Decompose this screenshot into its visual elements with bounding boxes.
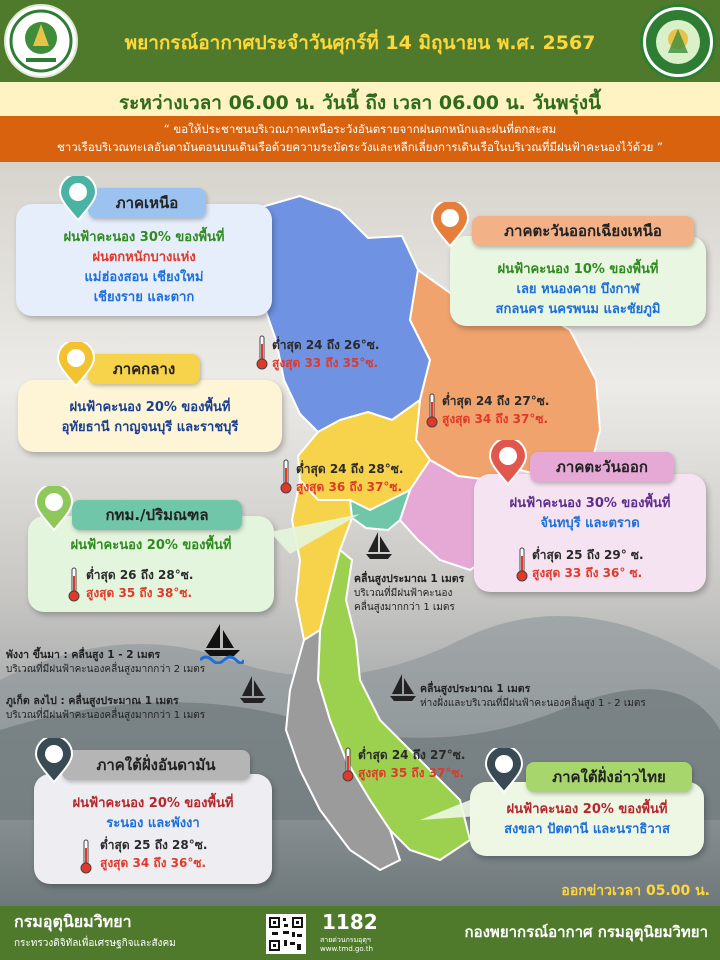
hotline-label: สายด่วนกรมอุตุฯ [320, 936, 371, 944]
northeast-temperature [442, 392, 549, 428]
north-temp-high: สูงสุด 33 ถึง 35°ซ. [272, 356, 379, 370]
bangkok-temp-high: สูงสุด 35 ถึง 38°ซ. [86, 586, 193, 600]
hotline-label-block [320, 936, 380, 954]
northeast-region-tag: ภาคตะวันออกเฉียงเหนือ [472, 216, 694, 246]
bureau-name: กองพยากรณ์อากาศ กรมอุตุนิยมวิทยา [464, 923, 708, 941]
east-temp-low: ต่ำสุด 25 ถึง 29° ซ. [532, 548, 644, 562]
page-title: พยากรณ์อากาศประจำวันศุกร์ที่ 14 มิถุนายน พ.ศ. 2567 [124, 32, 596, 54]
thermometer-icon [516, 546, 528, 582]
central-temp-high: สูงสุด 36 ถึง 37°ซ. [296, 480, 403, 494]
central-forecast-box [18, 380, 282, 452]
map-pin-icon [34, 486, 74, 532]
andaman-lower-wave-title: ภูเก็ต ลงไป : คลื่นสูงประมาณ 1 เมตร [6, 695, 179, 707]
south-temp-low: ต่ำสุด 24 ถึง 27°ซ. [358, 748, 466, 762]
south-temp-high: สูงสุด 35 ถึง 37°ซ. [358, 766, 465, 780]
sailboat-icon [364, 530, 394, 560]
bangkok-temp-low: ต่ำสุด 26 ถึง 28°ซ. [86, 568, 194, 582]
sailboat-icon [388, 672, 418, 702]
north-line-2: ฝนตกหนักบางแห่ง [92, 250, 196, 265]
south-andaman-line-1: ฝนฟ้าคะนอง 20% ของพื้นที่ [72, 796, 234, 811]
andaman-lower-wave-note [6, 694, 205, 723]
footer-bar [0, 906, 720, 960]
south-andaman-temp-high: สูงสุด 34 ถึง 36°ซ. [100, 856, 207, 870]
forecast-period: ระหว่างเวลา 06.00 น. วันนี้ ถึง เวลา 06.00 น. วันพรุ่งนี้ [118, 92, 602, 114]
northeast-temp-high: สูงสุด 34 ถึง 37°ซ. [442, 412, 549, 426]
northeast-temp-low: ต่ำสุด 24 ถึง 27°ซ. [442, 394, 550, 408]
central-line-2: อุทัยธานี กาญจนบุรี และราชบุรี [61, 420, 239, 435]
map-pin-icon [484, 748, 524, 794]
sailboat-icon [238, 674, 268, 704]
north-forecast-box [16, 204, 272, 316]
gulf-upper-wave-line-2: คลื่นสูงมากกว่า 1 เมตร [354, 602, 455, 613]
central-temp-low: ต่ำสุด 24 ถึง 28°ซ. [296, 462, 404, 476]
bangkok-line-1: ฝนฟ้าคะนอง 20% ของพื้นที่ [70, 538, 232, 553]
andaman-upper-wave-title: พังงา ขึ้นมา : คลื่นสูง 1 - 2 เมตร [6, 649, 161, 661]
gulf-lower-wave-title: คลื่นสูงประมาณ 1 เมตร [420, 683, 531, 695]
thermometer-icon [80, 838, 92, 874]
thermometer-icon [280, 458, 292, 494]
department-logo [640, 4, 716, 80]
hotline-number[interactable]: 1182 [322, 910, 378, 934]
thermometer-icon [256, 334, 268, 370]
south-andaman-temperature [100, 836, 207, 872]
thermometer-icon [68, 566, 80, 602]
south-gulf-line-1: ฝนฟ้าคะนอง 20% ของพื้นที่ [506, 802, 668, 817]
north-line-1: ฝนฟ้าคะนอง 30% ของพื้นที่ [63, 230, 225, 245]
forecast-period-bar [0, 82, 720, 116]
central-temperature [296, 460, 403, 496]
sailboat-icon [200, 620, 244, 664]
bangkok-temperature [86, 566, 193, 602]
andaman-lower-wave-line-1: บริเวณที่มีฝนฟ้าคะนองคลื่นสูงมากกว่า 1 เมตร [6, 710, 206, 721]
south-gulf-callout-pointer [420, 790, 480, 830]
northeast-line-2: เลย หนองคาย บึงกาฬ [516, 282, 640, 297]
south-andaman-line-2: ระนอง และพังงา [106, 816, 200, 831]
issued-time: ออกข่าวเวลา 05.00 น. [561, 883, 710, 899]
north-temperature [272, 336, 379, 372]
northeast-forecast-box [450, 236, 706, 326]
east-line-1: ฝนฟ้าคะนอง 30% ของพื้นที่ [509, 496, 671, 511]
gulf-lower-wave-note [420, 682, 646, 711]
north-line-3: แม่ฮ่องสอน เชียงใหม่ [84, 270, 204, 285]
website-link[interactable]: www.tmd.go.th [320, 945, 373, 953]
warning-banner [0, 116, 720, 162]
gulf-upper-wave-title: คลื่นสูงประมาณ 1 เมตร [354, 573, 465, 585]
south-gulf-region-tag: ภาคใต้ฝั่งอ่าวไทย [526, 762, 692, 792]
map-pin-icon [488, 440, 528, 486]
warning-line-2: ชาวเรือบริเวณทะเลอันดามันตอนบนเดินเรือด้วยความระมัดระวังและหลีกเลี่ยงการเดินเรือในบริเวณที่มีฝนฟ้าคะนองไว้ด้วย ” [56, 140, 664, 154]
department-name: กรมอุตุนิยมวิทยา [14, 912, 132, 931]
thermometer-icon [426, 392, 438, 428]
qr-code-icon[interactable] [266, 914, 306, 954]
andaman-upper-wave-line-1: บริเวณที่มีฝนฟ้าคะนองคลื่นสูงมากกว่า 2 เมตร [6, 664, 206, 675]
northeast-line-3: สกลนคร นครพนม และชัยภูมิ [495, 302, 661, 317]
central-region-tag: ภาคกลาง [88, 354, 200, 384]
gulf-lower-wave-line-1: ห่างฝั่งและบริเวณที่มีฝนฟ้าคะนองคลื่นสูง 1 - 2 เมตร [420, 698, 646, 709]
south-andaman-region-tag: ภาคใต้ฝั่งอันดามัน [62, 750, 250, 780]
north-region-tag: ภาคเหนือ [88, 188, 206, 218]
map-pin-icon [430, 202, 470, 248]
north-temp-low: ต่ำสุด 24 ถึง 26°ซ. [272, 338, 380, 352]
header-bar [0, 0, 720, 82]
wave-icon [200, 657, 244, 663]
ministry-name: กระทรวงดิจิทัลเพื่อเศรษฐกิจและสังคม [14, 938, 176, 949]
gulf-upper-wave-line-1: บริเวณที่มีฝนฟ้าคะนอง [354, 588, 453, 599]
ministry-logo [4, 4, 78, 78]
warning-line-1: “ ขอให้ประชาชนบริเวณภาคเหนือระวังอันตรายจากฝนตกหนักและฝนที่ตกสะสม [163, 122, 557, 136]
bangkok-region-tag: กทม./ปริมณฑล [72, 500, 242, 530]
gulf-upper-wave-note [354, 572, 464, 615]
north-line-4: เชียงราย และตาก [93, 290, 195, 305]
map-pin-icon [56, 342, 96, 388]
south-gulf-line-2: สงขลา ปัตตานี และนราธิวาส [504, 822, 670, 837]
bangkok-callout-pointer [270, 510, 370, 560]
map-pin-icon [58, 176, 98, 222]
andaman-upper-wave-note [6, 648, 205, 677]
central-line-1: ฝนฟ้าคะนอง 20% ของพื้นที่ [69, 400, 231, 415]
northeast-line-1: ฝนฟ้าคะนอง 10% ของพื้นที่ [497, 262, 659, 277]
east-temperature [532, 546, 644, 582]
east-region-tag: ภาคตะวันออก [530, 452, 674, 482]
south-temperature [358, 746, 465, 782]
map-pin-icon [34, 738, 74, 784]
south-andaman-temp-low: ต่ำสุด 25 ถึง 28°ซ. [100, 838, 208, 852]
east-line-2: จันทบุรี และตราด [540, 516, 640, 531]
east-temp-high: สูงสุด 33 ถึง 36° ซ. [532, 566, 643, 580]
thermometer-icon [342, 746, 354, 782]
